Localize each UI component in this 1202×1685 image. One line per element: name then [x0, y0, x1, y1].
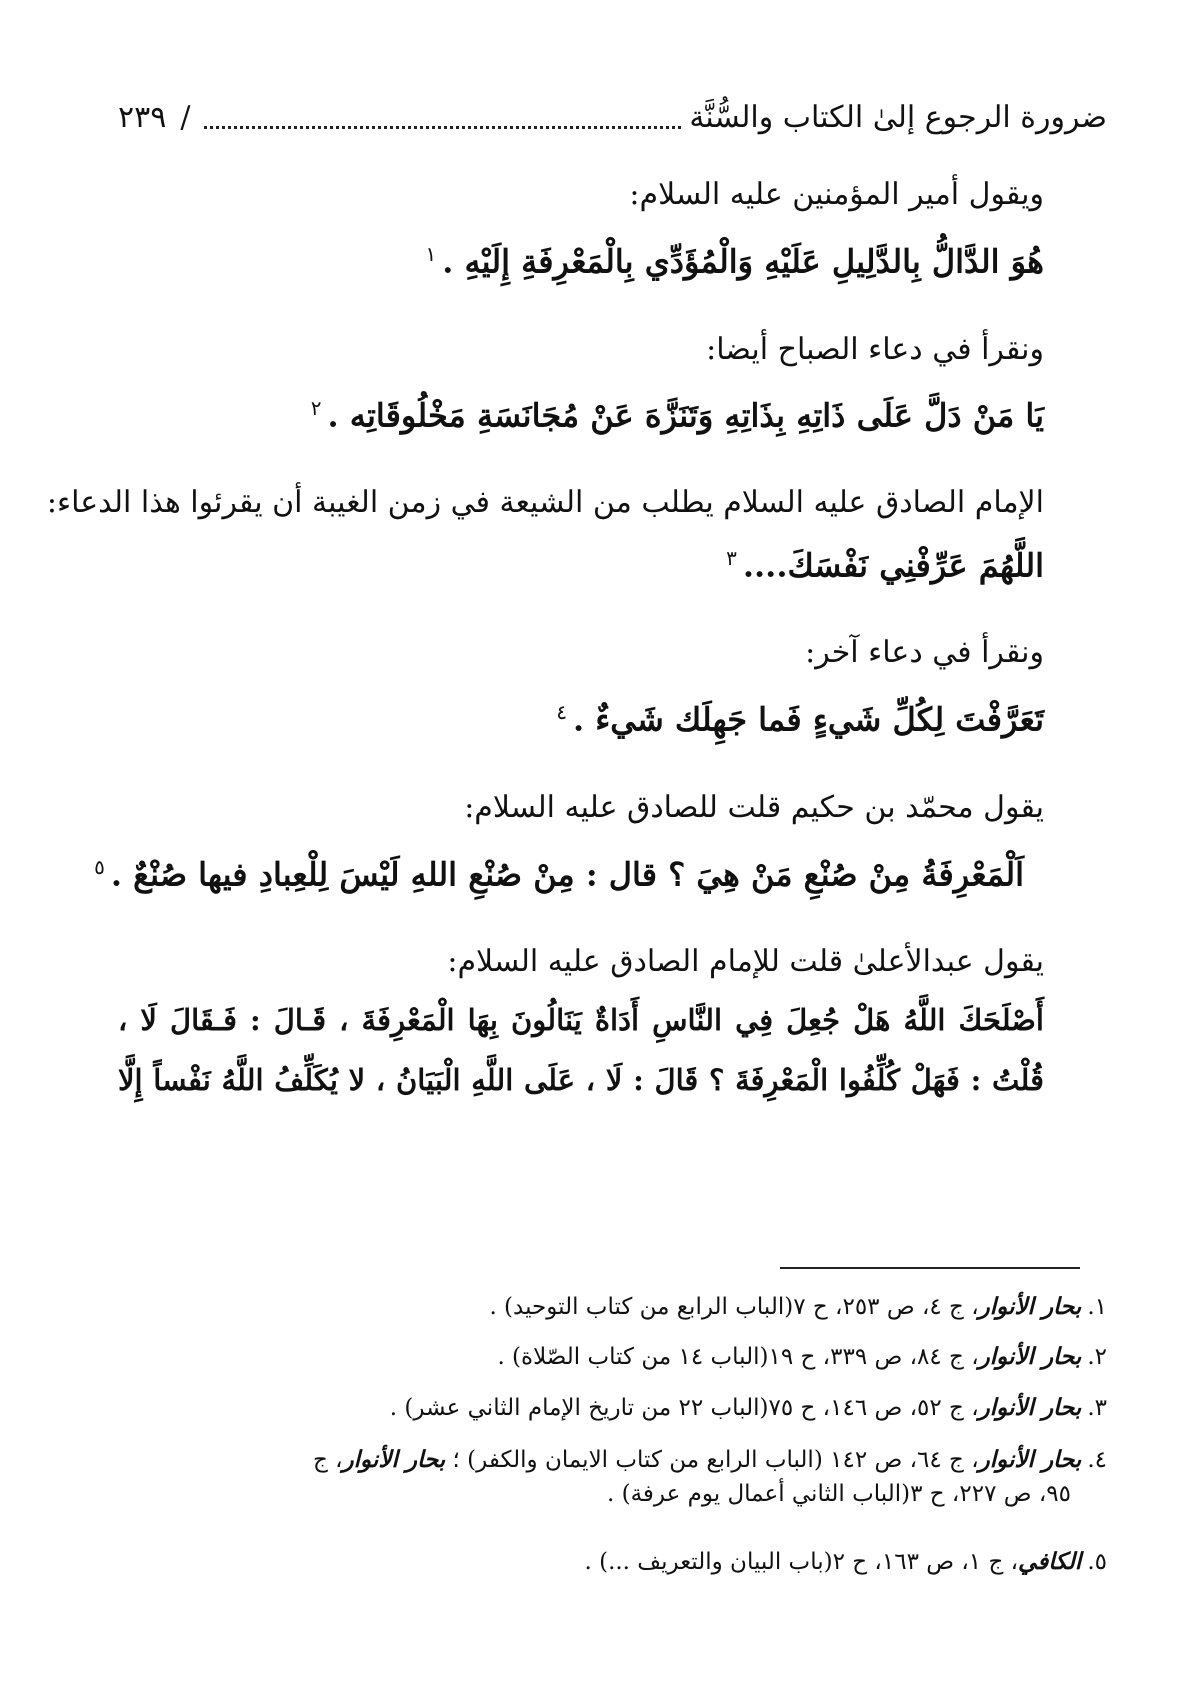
footnote-text: ، ج: [312, 1447, 343, 1473]
intro-line: الإمام الصادق عليه السلام يطلب من الشيعة في زمن الغيبة أن يقرئوا هذا الدعاء:: [46, 485, 1044, 520]
footnote-text: ، ج ١، ص ١٦٣، ح ٢(باب البيان والتعريف ...) .: [584, 1549, 1019, 1575]
quote-text: تَعَرَّفْتَ لِكُلِّ شَيءٍ فَما جَهِلَك شَيءٌ .: [572, 700, 1044, 739]
intro-line: يقول محمّد بن حكيم قلت للصادق عليه السلام:: [464, 790, 1044, 825]
quote-line: [94, 845, 1024, 897]
quote-line: أَصْلَحَكَ اللَّهُ هَلْ جُعِلَ فِي النَّاسِ أَدَاةٌ يَنَالُونَ بِهَا الْمَعْرِفَةَ ، قَـالَ : فَـقَالَ لَا ،: [118, 1003, 1044, 1037]
footnote-text: ، ج ٦٤، ص ١٤٢ (الباب الرابع من كتاب الايمان والكفر) ؛: [452, 1447, 979, 1473]
intro-line: يقول عبدالأعلىٰ قلت للإمام الصادق عليه السلام:: [447, 944, 1044, 979]
quote-text: يَا مَنْ دَلَّ عَلَى ذَاتِهِ بِذَاتِهِ وَتَنَزَّهَ عَنْ مُجَانَسَةِ مَخْلُوقَاتِه .: [327, 396, 1044, 435]
footnote-source: بحار الأنوار: [342, 1446, 446, 1473]
footnote-text: ، ج ٨٤، ص ٣٣٩، ح ١٩(الباب ١٤ من كتاب الصّلاة) .: [497, 1344, 979, 1370]
footnote-divider: [780, 1267, 1080, 1269]
quote-line: [726, 536, 1044, 588]
footnote-ref: ١: [425, 242, 437, 266]
footnote-number: ٢.: [1087, 1344, 1107, 1370]
footnote-source: بحار الأنوار: [978, 1343, 1082, 1370]
quote-line: [311, 386, 1044, 438]
footnote-ref: ٥: [94, 855, 105, 879]
footnote-item: [118, 1340, 1107, 1374]
footnote-number: ١.: [1087, 1294, 1107, 1320]
intro-line: ونقرأ في دعاء آخر:: [805, 635, 1044, 670]
footnote-item: [118, 1545, 1107, 1579]
quote-text: اللَّهُمَ عَرِّفْنِي نَفْسَكَ....: [742, 546, 1044, 585]
intro-line: ونقرأ في دعاء الصباح أيضا:: [706, 332, 1044, 367]
intro-line: ويقول أمير المؤمنين عليه السلام:: [629, 177, 1044, 212]
footnote-text: ، ج ٥٢، ص ١٤٦، ح ٧٥(الباب ٢٢ من تاريخ الإمام الثاني عشر) .: [389, 1395, 979, 1421]
footnote-ref: ٢: [310, 396, 322, 420]
footnote-source: بحار الأنوار: [978, 1446, 1082, 1473]
footnote-number: ٣.: [1087, 1395, 1107, 1421]
footnote-number: ٥.: [1087, 1549, 1107, 1575]
footnote-ref: ٤: [556, 700, 567, 724]
footnote-source: بحار الأنوار: [978, 1293, 1082, 1320]
footnote-source: بحار الأنوار: [978, 1394, 1082, 1421]
quote-line: [425, 232, 1044, 284]
footnote-number: ٤.: [1087, 1447, 1107, 1473]
header-separator: /: [180, 100, 191, 135]
quote-text: اَلْمَعْرِفَةُ مِنْ صُنْعِ مَنْ هِيَ ؟ قال : مِنْ صُنْعِ اللهِ لَيْسَ لِلْعِبادِ فيها صُنْعٌ .: [110, 855, 1024, 894]
footnote-item: [118, 1290, 1107, 1324]
footnote-source: الكافي: [1018, 1548, 1082, 1575]
header-leader-dots: [204, 114, 681, 129]
footnote-item: [118, 1391, 1107, 1425]
page-number: ٢٣٩: [118, 100, 167, 135]
quote-text: هُوَ الدَّالُّ بِالدَّلِيلِ عَلَيْهِ وَالْمُؤَدِّي بِالْمَعْرِفَةِ إِلَيْهِ .: [442, 242, 1044, 281]
footnote-ref: ٣: [726, 546, 737, 570]
running-title: ضرورة الرجوع إلىٰ الكتاب والسُّنَّة: [689, 100, 1107, 135]
footnote-item: [118, 1443, 1107, 1511]
footnote-continuation: ٩٥، ص ٢٢٧، ح ٣(الباب الثاني أعمال يوم عرفة) .: [606, 1481, 1071, 1507]
running-header: [118, 92, 1107, 138]
quote-line: [556, 690, 1044, 742]
footnote-text: ، ج ٤، ص ٢٥٣، ح ٧(الباب الرابع من كتاب التوحيد) .: [489, 1294, 979, 1320]
quote-line: قُلْتُ : فَهَلْ كُلِّفُوا الْمَعْرِفَةَ ؟ قَالَ : لَا ، عَلَى اللَّهِ الْبَيَانُ ، لا يُكَلِّفُ اللَّهُ نَفْساً إِلَّا: [118, 1063, 1044, 1097]
